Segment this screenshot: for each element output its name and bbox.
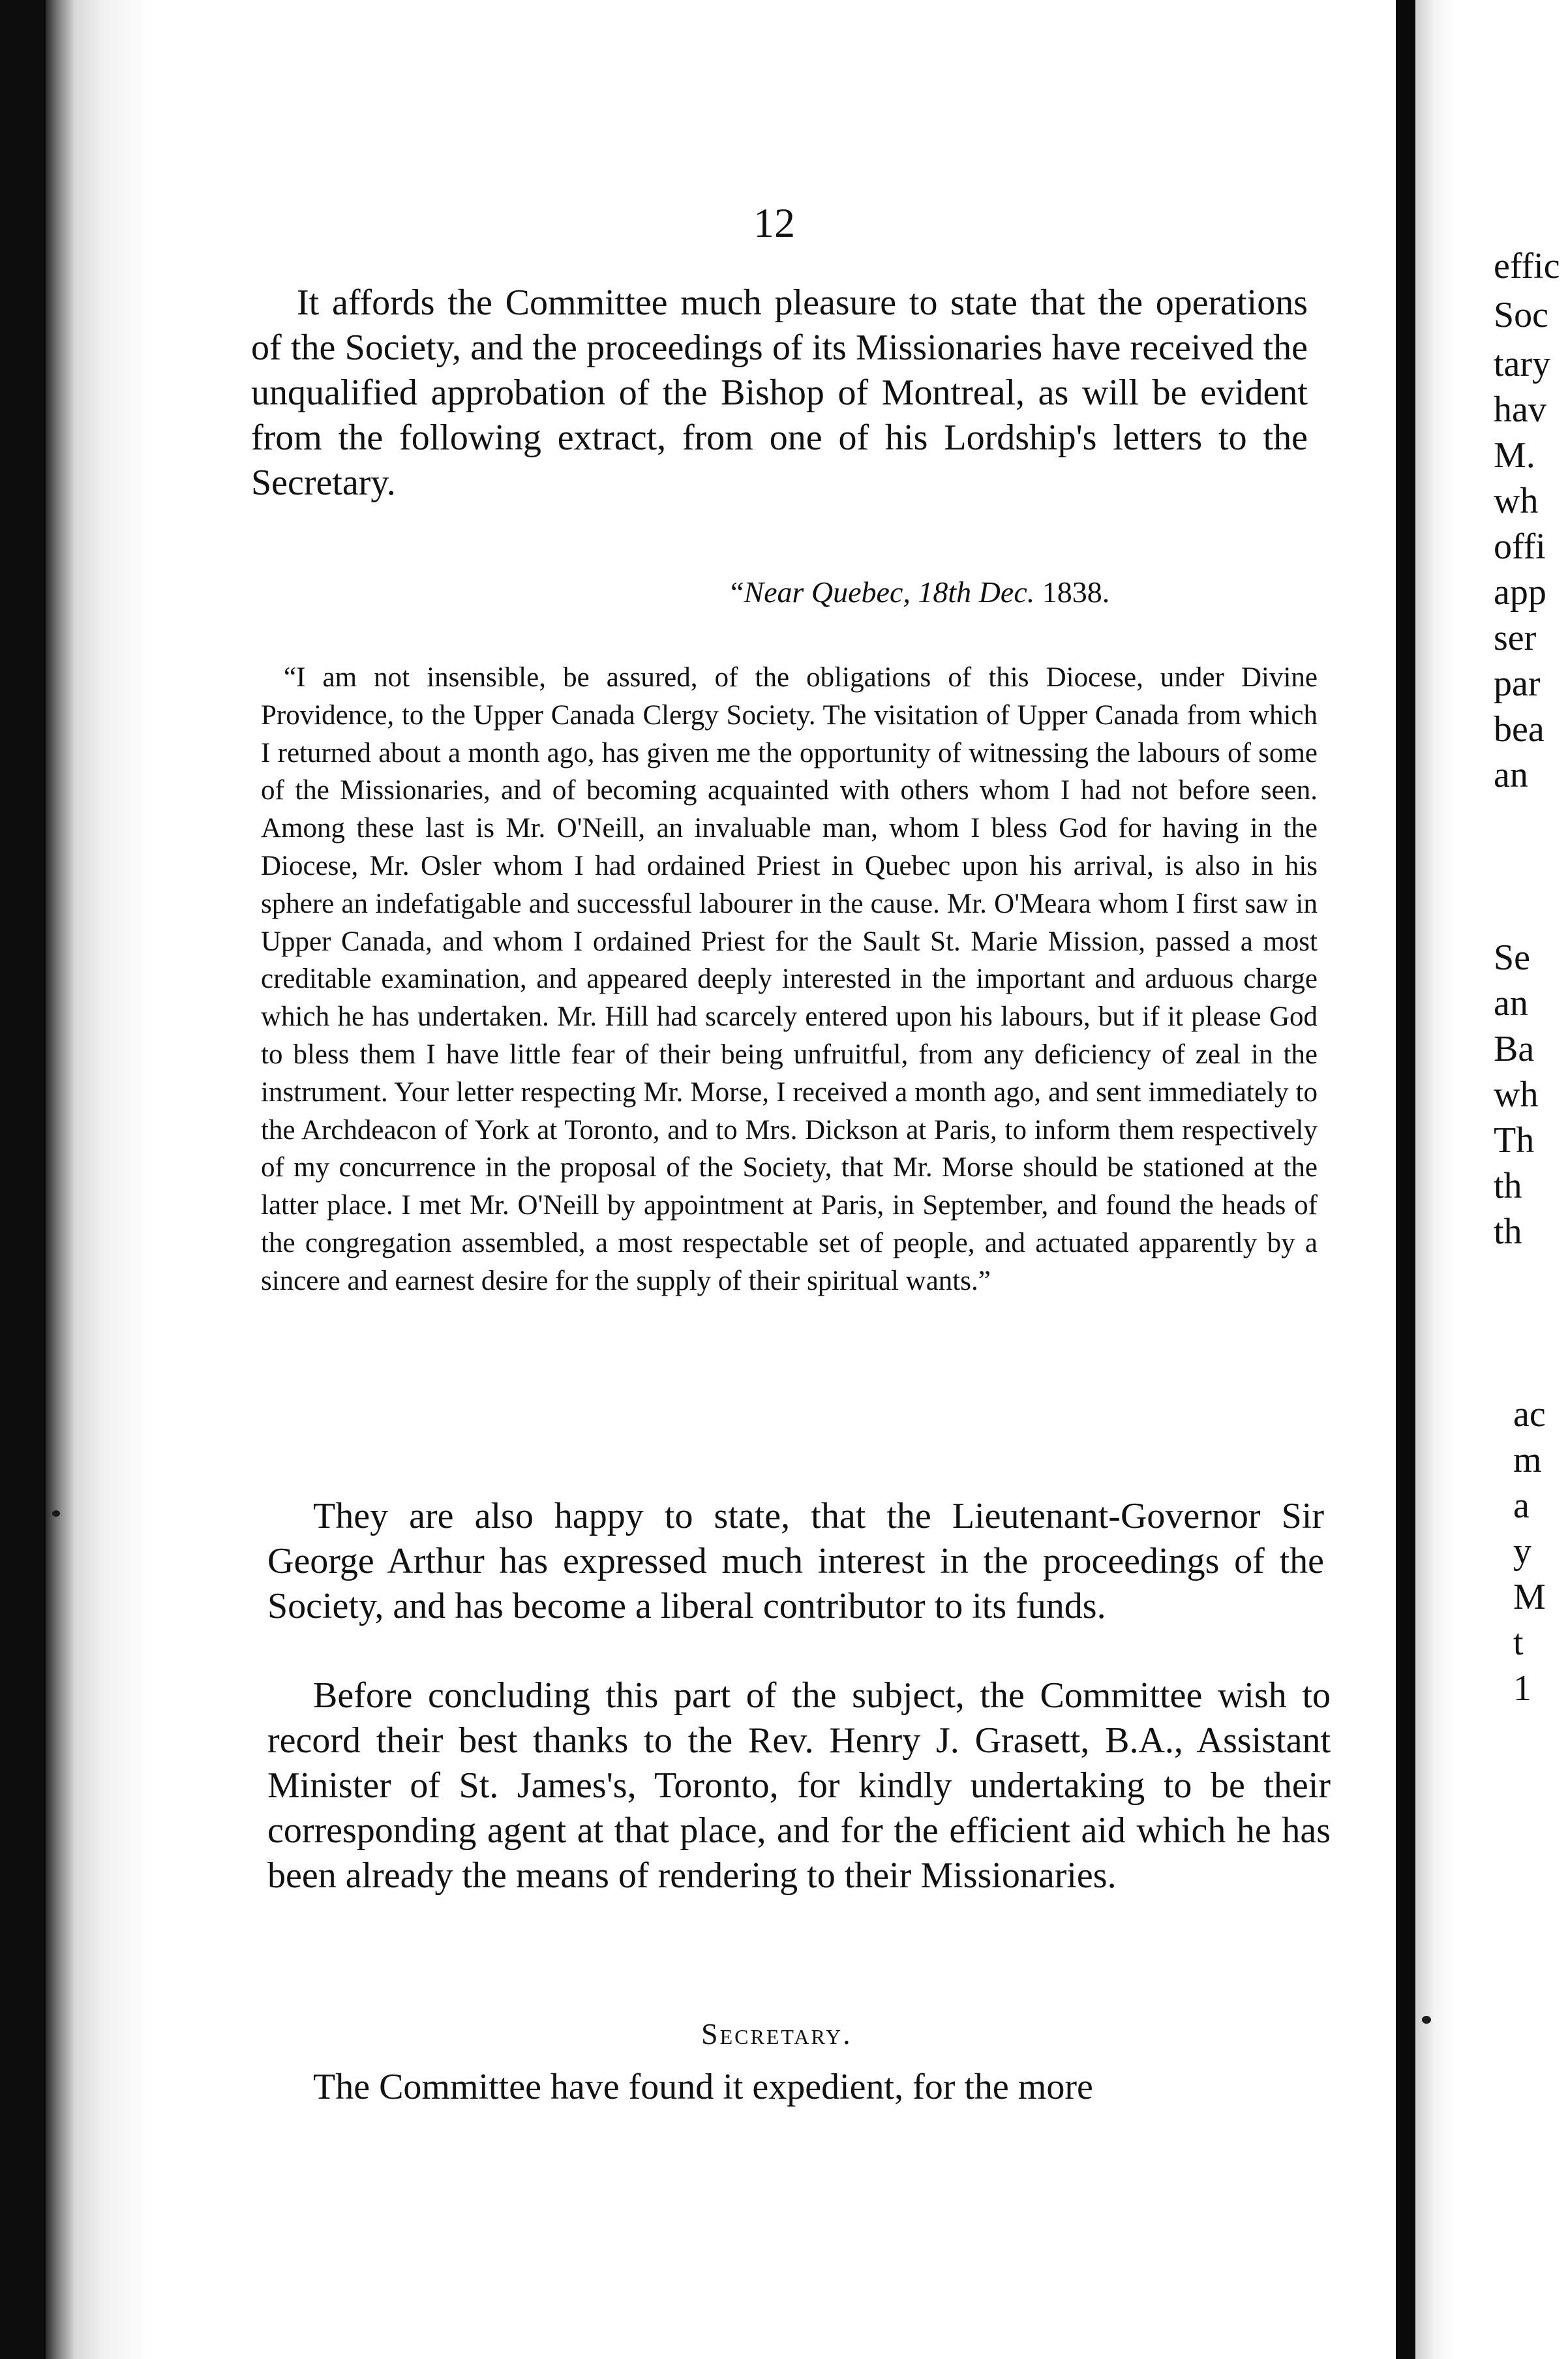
adjacent-fragment: wh (1494, 481, 1539, 521)
dateline-quote-mark: “ (731, 575, 744, 609)
adjacent-fragment: y (1513, 1531, 1531, 1572)
dateline-year: 1838. (1042, 575, 1110, 609)
bishop-letter-quote: “I am not insensible, be assured, of the obligations of this Diocese, under Divine Providence, to the Upper Canada Clergy Society. The visitation of Upper Canada from which I returned about a month ago, has given me the opportunity of witnessing the labours of some of the Missionaries, and of becoming acquainted with others whom I had not before seen. Among these last is Mr. O'Neill, an invaluable man, whom I bless God for having in the Diocese, Mr. Osler whom I had ordained Priest in Quebec upon his arrival, is also in his sphere an indefatigable and successful labourer in the cause. Mr. O'Meara whom I first saw in Upper Canada, and whom I ordained Priest for the Sault St. Marie Mission, passed a most creditable examination, and appeared deeply interested in the important and arduous charge which he has undertaken. Mr. Hill had scarcely entered upon his labours, but if it please God to bless them I have little fear of their being unfruitful, from any deficiency of zeal in the instrument. Your letter respecting Mr. Morse, I received a month ago, and sent immediately to the Archdeacon of York at Toronto, and to Mrs. Dickson at Paris, to inform them respectively of my concurrence in the proposal of the Society, that Mr. Morse should be stationed at the latter place. I met Mr. O'Neill by appointment at Paris, in September, and found the heads of the congregation assembled, a most respectable set of people, and actuated apparently by a sincere and earnest desire for the supply of their spiritual wants.” (261, 662, 1318, 1296)
page-number: 12 (753, 200, 795, 246)
page (46, 0, 1402, 2359)
adjacent-fragment: an (1494, 983, 1528, 1024)
adjacent-fragment: bea (1494, 709, 1545, 750)
adjacent-fragment: app (1494, 572, 1546, 613)
adjacent-fragment: t (1513, 1622, 1524, 1663)
paragraph-lieutenant-governor: They are also happy to state, that the Lieutenant-Governor Sir George Arthur has expressed much interest in the proceedings of the Society, and has become a liberal contributor to its funds. (267, 1496, 1324, 1626)
adjacent-fragment: 1 (1513, 1668, 1531, 1709)
letter-dateline (731, 574, 1109, 611)
adjacent-fragment: Th (1494, 1120, 1535, 1161)
scan-speck (52, 1510, 60, 1517)
adjacent-fragment: wh (1494, 1074, 1539, 1115)
adjacent-fragment: ser (1494, 618, 1537, 658)
adjacent-page (1415, 0, 1568, 2359)
adjacent-fragment: M. (1494, 435, 1535, 476)
adjacent-fragment: Ba (1494, 1029, 1535, 1069)
adjacent-fragment: par (1494, 663, 1541, 704)
adjacent-fragment: th (1494, 1166, 1522, 1206)
adjacent-fragment: offi (1494, 526, 1546, 567)
paragraph-thanks-grasett: Before concluding this part of the subject, the Committee wish to record their best thanks to the Rev. Henry J. Grasett, B.A., Assistant Minister of St. James's, Toronto, for kindly undertaking to be their corresponding agent at that place, and for the efficient aid which he has been already the means of rendering to their Missionaries. (267, 1675, 1331, 1896)
adjacent-fragment: th (1494, 1211, 1522, 1252)
page-gutter (1396, 0, 1415, 2359)
adjacent-fragment: M (1513, 1577, 1546, 1617)
adjacent-fragment: m (1513, 1440, 1542, 1480)
adjacent-fragment: Soc (1494, 295, 1548, 335)
dateline-day: 18th Dec. (918, 575, 1035, 609)
section-heading-secretary: Secretary. (701, 2017, 852, 2050)
adjacent-fragment: tary (1494, 344, 1551, 384)
adjacent-fragment: effic (1494, 246, 1560, 286)
adjacent-fragment: hav (1494, 389, 1546, 430)
dateline-place: Near Quebec, (744, 575, 911, 609)
scan-edge-left (0, 0, 46, 2359)
adjacent-fragment: ac (1513, 1394, 1546, 1435)
adjacent-fragment: Se (1494, 937, 1530, 978)
adjacent-fragment: an (1494, 755, 1528, 795)
scan-speck (1422, 2016, 1431, 2024)
paragraph-committee-pleasure: It affords the Committee much pleasure to state that the operations of the Society, and the proceedings of its Missionaries have received the unqualified approbation of the Bishop of Montreal, as will be evident from the following extract, from one of his Lordship's letters to the Secretary. (251, 282, 1308, 503)
paragraph-committee-expedient: The Committee have found it expedient, for the more (313, 2067, 1093, 2107)
adjacent-fragment: a (1513, 1485, 1530, 1526)
